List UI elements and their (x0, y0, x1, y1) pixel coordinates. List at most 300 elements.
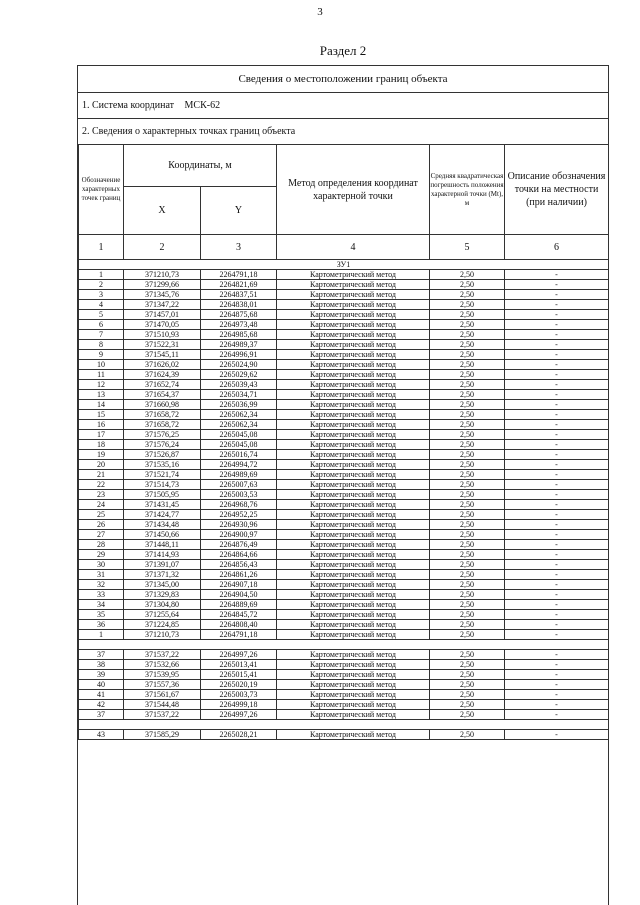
coord-x: 371522,31 (124, 340, 201, 350)
point-number: 26 (79, 520, 124, 530)
accuracy: 2,50 (430, 410, 505, 420)
coord-x: 371329,83 (124, 590, 201, 600)
accuracy: 2,50 (430, 570, 505, 580)
accuracy: 2,50 (430, 370, 505, 380)
table-row (79, 730, 609, 740)
accuracy: 2,50 (430, 540, 505, 550)
accuracy: 2,50 (430, 680, 505, 690)
accuracy: 2,50 (430, 440, 505, 450)
accuracy: 2,50 (430, 470, 505, 480)
description: - (505, 480, 609, 490)
accuracy: 2,50 (430, 320, 505, 330)
point-number: 23 (79, 490, 124, 500)
point-number: 11 (79, 370, 124, 380)
coord-y: 2265028,21 (201, 730, 277, 740)
coord-x: 371424,77 (124, 510, 201, 520)
point-number: 29 (79, 550, 124, 560)
point-number: 32 (79, 580, 124, 590)
method: Картометрический метод (277, 600, 430, 610)
method: Картометрический метод (277, 320, 430, 330)
description: - (505, 530, 609, 540)
accuracy: 2,50 (430, 700, 505, 710)
coord-x: 371654,37 (124, 390, 201, 400)
accuracy: 2,50 (430, 340, 505, 350)
table-row (79, 580, 609, 590)
coord-y: 2264930,96 (201, 520, 277, 530)
coord-y: 2264999,18 (201, 700, 277, 710)
coord-x: 371299,66 (124, 280, 201, 290)
point-number: 38 (79, 660, 124, 670)
description: - (505, 270, 609, 280)
point-number: 42 (79, 700, 124, 710)
point-number: 6 (79, 320, 124, 330)
coord-y: 2264968,76 (201, 500, 277, 510)
description: - (505, 370, 609, 380)
col-header-method: Метод определения координат характерной точки (277, 145, 430, 235)
method: Картометрический метод (277, 560, 430, 570)
point-number: 20 (79, 460, 124, 470)
accuracy: 2,50 (430, 600, 505, 610)
group-separator (79, 640, 609, 650)
method: Картометрический метод (277, 430, 430, 440)
coord-x: 371652,74 (124, 380, 201, 390)
method: Картометрический метод (277, 480, 430, 490)
table-row (79, 280, 609, 290)
coord-x: 371457,01 (124, 310, 201, 320)
col-number: 5 (430, 235, 505, 260)
point-number: 28 (79, 540, 124, 550)
coord-y: 2264875,68 (201, 310, 277, 320)
description: - (505, 630, 609, 640)
accuracy: 2,50 (430, 590, 505, 600)
point-number: 33 (79, 590, 124, 600)
table-row (79, 290, 609, 300)
method: Картометрический метод (277, 510, 430, 520)
point-number: 41 (79, 690, 124, 700)
coord-x: 371539,95 (124, 670, 201, 680)
coord-y: 2264821,69 (201, 280, 277, 290)
method: Картометрический метод (277, 700, 430, 710)
table-row (79, 330, 609, 340)
description: - (505, 340, 609, 350)
table-row (79, 370, 609, 380)
point-number: 30 (79, 560, 124, 570)
table-row (79, 480, 609, 490)
coord-y: 2265045,08 (201, 430, 277, 440)
coord-y: 2265015,41 (201, 670, 277, 680)
table-row (79, 700, 609, 710)
method: Картометрический метод (277, 350, 430, 360)
coord-y: 2265034,71 (201, 390, 277, 400)
description: - (505, 420, 609, 430)
boundary-table (77, 65, 609, 905)
accuracy: 2,50 (430, 280, 505, 290)
table-row (79, 390, 609, 400)
method: Картометрический метод (277, 620, 430, 630)
accuracy: 2,50 (430, 710, 505, 720)
description: - (505, 320, 609, 330)
col-header-description: Описание обозначения точки на местности (при наличии) (505, 145, 609, 235)
point-number: 1 (79, 630, 124, 640)
method: Картометрический метод (277, 450, 430, 460)
method: Картометрический метод (277, 370, 430, 380)
method: Картометрический метод (277, 580, 430, 590)
accuracy: 2,50 (430, 480, 505, 490)
method: Картометрический метод (277, 540, 430, 550)
table-row (79, 350, 609, 360)
method: Картометрический метод (277, 300, 430, 310)
description: - (505, 690, 609, 700)
coord-y: 2265013,41 (201, 660, 277, 670)
description: - (505, 460, 609, 470)
method: Картометрический метод (277, 530, 430, 540)
coord-x: 371576,25 (124, 430, 201, 440)
point-number: 8 (79, 340, 124, 350)
method: Картометрический метод (277, 280, 430, 290)
accuracy: 2,50 (430, 650, 505, 660)
coord-y: 2264989,69 (201, 470, 277, 480)
coord-x: 371537,22 (124, 710, 201, 720)
method: Картометрический метод (277, 520, 430, 530)
coord-x: 371585,29 (124, 730, 201, 740)
col-header-x: X (124, 187, 201, 235)
description: - (505, 520, 609, 530)
coord-y: 2265003,53 (201, 490, 277, 500)
point-number: 13 (79, 390, 124, 400)
coord-y: 2264876,49 (201, 540, 277, 550)
points-label: 2. Сведения о характерных точках границ объекта (82, 126, 296, 137)
point-number: 9 (79, 350, 124, 360)
method: Картометрический метод (277, 590, 430, 600)
table-row (79, 320, 609, 330)
method: Картометрический метод (277, 310, 430, 320)
accuracy: 2,50 (430, 660, 505, 670)
coord-x: 371345,76 (124, 290, 201, 300)
coord-x: 371544,48 (124, 700, 201, 710)
description: - (505, 430, 609, 440)
point-number: 34 (79, 600, 124, 610)
accuracy: 2,50 (430, 550, 505, 560)
description: - (505, 510, 609, 520)
description: - (505, 290, 609, 300)
coord-x: 371561,67 (124, 690, 201, 700)
col-header-point: Обозначение характерных точек границ (79, 145, 124, 235)
method: Картометрический метод (277, 660, 430, 670)
coord-y: 2265029,62 (201, 370, 277, 380)
coord-x: 371505,95 (124, 490, 201, 500)
description: - (505, 470, 609, 480)
method: Картометрический метод (277, 550, 430, 560)
accuracy: 2,50 (430, 400, 505, 410)
coord-y: 2264997,26 (201, 710, 277, 720)
method: Картометрический метод (277, 400, 430, 410)
point-number: 10 (79, 360, 124, 370)
table-row (79, 510, 609, 520)
method: Картометрический метод (277, 570, 430, 580)
accuracy: 2,50 (430, 450, 505, 460)
table-row (79, 340, 609, 350)
accuracy: 2,50 (430, 270, 505, 280)
coord-x: 371557,36 (124, 680, 201, 690)
coord-x: 371255,64 (124, 610, 201, 620)
table-row (79, 460, 609, 470)
accuracy: 2,50 (430, 290, 505, 300)
table-row (79, 600, 609, 610)
description: - (505, 620, 609, 630)
description: - (505, 600, 609, 610)
point-number: 1 (79, 270, 124, 280)
description: - (505, 330, 609, 340)
point-number: 39 (79, 670, 124, 680)
accuracy: 2,50 (430, 430, 505, 440)
coord-y: 2265016,74 (201, 450, 277, 460)
method: Картометрический метод (277, 490, 430, 500)
point-number: 3 (79, 290, 124, 300)
description: - (505, 670, 609, 680)
accuracy: 2,50 (430, 310, 505, 320)
description: - (505, 490, 609, 500)
coord-x: 371470,05 (124, 320, 201, 330)
table-row (79, 590, 609, 600)
coord-system-value: МСК-62 (184, 100, 221, 111)
accuracy: 2,50 (430, 690, 505, 700)
method: Картометрический метод (277, 610, 430, 620)
description: - (505, 280, 609, 290)
table-row (79, 300, 609, 310)
coord-x: 371450,66 (124, 530, 201, 540)
col-number: 1 (79, 235, 124, 260)
page-number: 3 (317, 6, 323, 18)
coord-y: 2264791,18 (201, 270, 277, 280)
coord-x: 371345,00 (124, 580, 201, 590)
accuracy: 2,50 (430, 630, 505, 640)
table-row (79, 540, 609, 550)
method: Картометрический метод (277, 670, 430, 680)
accuracy: 2,50 (430, 560, 505, 570)
description: - (505, 300, 609, 310)
coord-x: 371624,39 (124, 370, 201, 380)
coord-x: 371434,48 (124, 520, 201, 530)
point-number: 27 (79, 530, 124, 540)
coord-x: 371526,87 (124, 450, 201, 460)
accuracy: 2,50 (430, 330, 505, 340)
method: Картометрический метод (277, 290, 430, 300)
description: - (505, 660, 609, 670)
coord-y: 2264864,66 (201, 550, 277, 560)
method: Картометрический метод (277, 460, 430, 470)
col-number: 4 (277, 235, 430, 260)
point-number: 19 (79, 450, 124, 460)
table-row (79, 500, 609, 510)
accuracy: 2,50 (430, 390, 505, 400)
description: - (505, 710, 609, 720)
method: Картометрический метод (277, 270, 430, 280)
coord-x: 371535,16 (124, 460, 201, 470)
coord-x: 371210,73 (124, 270, 201, 280)
method: Картометрический метод (277, 360, 430, 370)
point-number: 37 (79, 710, 124, 720)
accuracy: 2,50 (430, 620, 505, 630)
description: - (505, 680, 609, 690)
table-row (79, 680, 609, 690)
description: - (505, 440, 609, 450)
group-separator (79, 720, 609, 730)
description: - (505, 550, 609, 560)
point-number: 35 (79, 610, 124, 620)
accuracy: 2,50 (430, 520, 505, 530)
table-row (79, 620, 609, 630)
point-number: 31 (79, 570, 124, 580)
table-title: Сведения о местоположении границ объекта (78, 66, 608, 93)
method: Картометрический метод (277, 330, 430, 340)
description: - (505, 500, 609, 510)
description: - (505, 580, 609, 590)
accuracy: 2,50 (430, 670, 505, 680)
coord-y: 2264973,48 (201, 320, 277, 330)
accuracy: 2,50 (430, 500, 505, 510)
col-number-row (79, 235, 609, 260)
table-row (79, 410, 609, 420)
coord-x: 371414,93 (124, 550, 201, 560)
point-number: 12 (79, 380, 124, 390)
point-number: 14 (79, 400, 124, 410)
table-row (79, 470, 609, 480)
coord-y: 2265020,19 (201, 680, 277, 690)
method: Картометрический метод (277, 410, 430, 420)
accuracy: 2,50 (430, 360, 505, 370)
point-number: 36 (79, 620, 124, 630)
point-number: 4 (79, 300, 124, 310)
coord-y: 2264952,25 (201, 510, 277, 520)
table-row (79, 440, 609, 450)
col-header-accuracy: Средняя квадратическая погрешность положения характерной точки (Mt), м (430, 145, 505, 235)
description: - (505, 400, 609, 410)
coord-x: 371347,22 (124, 300, 201, 310)
table-row (79, 530, 609, 540)
point-number: 24 (79, 500, 124, 510)
method: Картометрический метод (277, 470, 430, 480)
coord-y: 2265003,73 (201, 690, 277, 700)
accuracy: 2,50 (430, 580, 505, 590)
coord-x: 371210,73 (124, 630, 201, 640)
coord-x: 371658,72 (124, 420, 201, 430)
coord-x: 371660,98 (124, 400, 201, 410)
method: Картометрический метод (277, 680, 430, 690)
coord-y: 2265007,63 (201, 480, 277, 490)
coord-y: 2264997,26 (201, 650, 277, 660)
coord-y: 2264994,72 (201, 460, 277, 470)
point-number: 2 (79, 280, 124, 290)
table-row (79, 690, 609, 700)
points-table (78, 144, 609, 740)
description: - (505, 350, 609, 360)
col-number: 6 (505, 235, 609, 260)
table-row (79, 420, 609, 430)
table-row (79, 560, 609, 570)
description: - (505, 610, 609, 620)
coord-y: 2264985,68 (201, 330, 277, 340)
table-row (79, 660, 609, 670)
description: - (505, 380, 609, 390)
description: - (505, 450, 609, 460)
table-row (79, 400, 609, 410)
section-title: Раздел 2 (319, 43, 367, 58)
method: Картометрический метод (277, 340, 430, 350)
table-row (79, 360, 609, 370)
table-row (79, 520, 609, 530)
coord-x: 371576,24 (124, 440, 201, 450)
method: Картометрический метод (277, 390, 430, 400)
accuracy: 2,50 (430, 300, 505, 310)
coord-y: 2264904,50 (201, 590, 277, 600)
accuracy: 2,50 (430, 510, 505, 520)
method: Картометрический метод (277, 500, 430, 510)
table-row (79, 650, 609, 660)
coord-y: 2264856,43 (201, 560, 277, 570)
coord-y: 2265045,08 (201, 440, 277, 450)
point-number: 15 (79, 410, 124, 420)
table-row (79, 630, 609, 640)
table-row (79, 550, 609, 560)
accuracy: 2,50 (430, 460, 505, 470)
coord-x: 371658,72 (124, 410, 201, 420)
point-number: 17 (79, 430, 124, 440)
description: - (505, 390, 609, 400)
table-row (79, 610, 609, 620)
coord-x: 371545,11 (124, 350, 201, 360)
coord-x: 371521,74 (124, 470, 201, 480)
coord-x: 371391,07 (124, 560, 201, 570)
coord-y: 2265062,34 (201, 420, 277, 430)
coord-x: 371514,73 (124, 480, 201, 490)
coord-y: 2264791,18 (201, 630, 277, 640)
description: - (505, 700, 609, 710)
table-row (79, 570, 609, 580)
table-row (79, 710, 609, 720)
point-number: 18 (79, 440, 124, 450)
point-number: 40 (79, 680, 124, 690)
accuracy: 2,50 (430, 420, 505, 430)
accuracy: 2,50 (430, 530, 505, 540)
accuracy: 2,50 (430, 730, 505, 740)
col-header-coords: Координаты, м (124, 145, 277, 187)
point-number: 16 (79, 420, 124, 430)
table-row (79, 270, 609, 280)
point-number: 43 (79, 730, 124, 740)
point-number: 22 (79, 480, 124, 490)
point-number: 7 (79, 330, 124, 340)
method: Картометрический метод (277, 420, 430, 430)
method: Картометрический метод (277, 380, 430, 390)
coord-x: 371304,80 (124, 600, 201, 610)
coord-y: 2264845,72 (201, 610, 277, 620)
description: - (505, 360, 609, 370)
coord-y: 2264837,51 (201, 290, 277, 300)
accuracy: 2,50 (430, 610, 505, 620)
accuracy: 2,50 (430, 350, 505, 360)
coord-y: 2264996,91 (201, 350, 277, 360)
coord-y: 2264900,97 (201, 530, 277, 540)
coord-system-row (78, 93, 608, 119)
coord-y: 2265036,99 (201, 400, 277, 410)
description: - (505, 410, 609, 420)
description: - (505, 730, 609, 740)
description: - (505, 570, 609, 580)
method: Картометрический метод (277, 690, 430, 700)
coord-y: 2265062,34 (201, 410, 277, 420)
coord-y: 2265039,43 (201, 380, 277, 390)
point-number: 37 (79, 650, 124, 660)
